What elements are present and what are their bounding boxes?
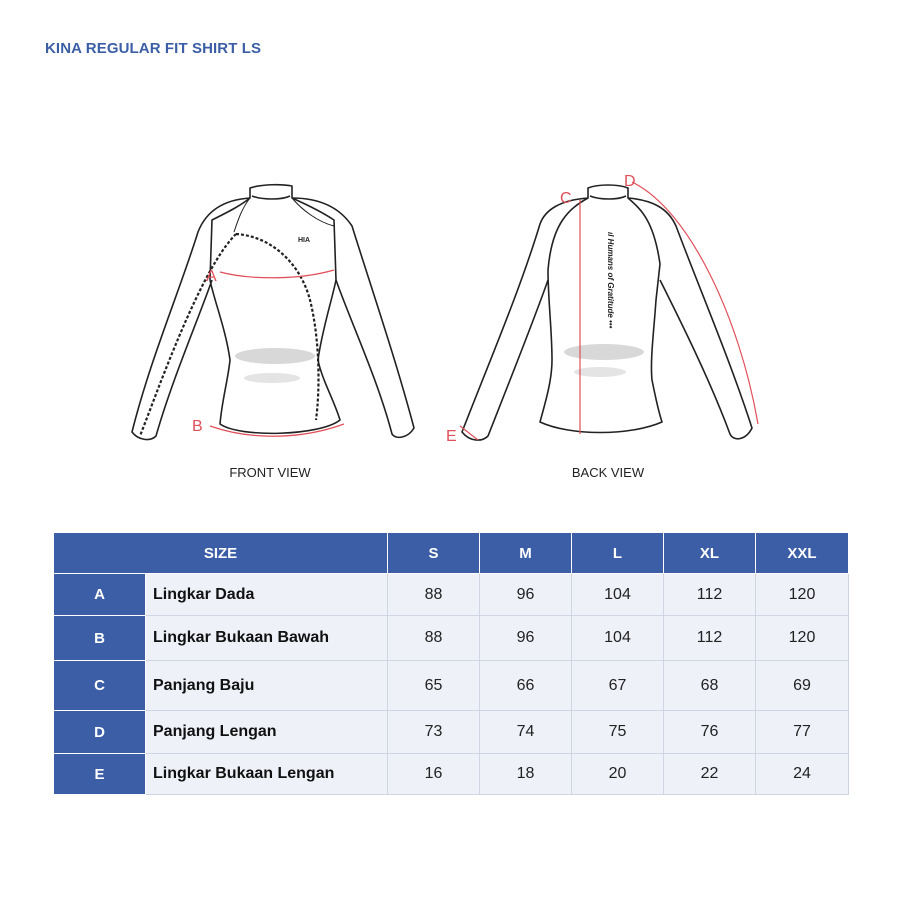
cell-value: 76 [664, 711, 756, 754]
header-s: S [388, 533, 480, 574]
cell-value: 24 [756, 754, 849, 795]
header-size: SIZE [54, 533, 388, 574]
front-view-label: FRONT VIEW [229, 465, 311, 480]
table-row [54, 754, 849, 795]
header-xxl: XXL [756, 533, 849, 574]
marker-e: E [446, 428, 457, 445]
cell-value: 88 [388, 574, 480, 616]
row-label: Panjang Baju [146, 661, 388, 711]
table-row [54, 616, 849, 661]
cell-value: 65 [388, 661, 480, 711]
table-header-row [54, 533, 849, 574]
cell-value: 104 [572, 616, 664, 661]
table-row [54, 574, 849, 616]
cell-value: 120 [756, 574, 849, 616]
cell-value: 112 [664, 616, 756, 661]
marker-d: D [624, 173, 636, 190]
cell-value: 22 [664, 754, 756, 795]
row-label: Lingkar Bukaan Lengan [146, 754, 388, 795]
marker-b: B [192, 418, 203, 435]
cell-value: 120 [756, 616, 849, 661]
page-title: KINA REGULAR FIT SHIRT LS [45, 40, 262, 57]
cell-value: 96 [480, 574, 572, 616]
header-m: M [480, 533, 572, 574]
table-row [54, 711, 849, 754]
marker-a: A [206, 268, 217, 285]
cell-value: 74 [480, 711, 572, 754]
table-row [54, 661, 849, 711]
cell-value: 69 [756, 661, 849, 711]
marker-c: C [560, 190, 572, 207]
cell-value: 68 [664, 661, 756, 711]
cell-value: 67 [572, 661, 664, 711]
cell-value: 18 [480, 754, 572, 795]
cell-value: 104 [572, 574, 664, 616]
row-code: E [54, 754, 146, 795]
header-l: L [572, 533, 664, 574]
cell-value: 20 [572, 754, 664, 795]
cell-value: 96 [480, 616, 572, 661]
front-logo: HIA [298, 237, 311, 244]
back-print: ıl Humans of Gratitude ••• [606, 232, 615, 329]
cell-value: 112 [664, 574, 756, 616]
cell-value: 16 [388, 754, 480, 795]
cell-value: 88 [388, 616, 480, 661]
row-code: B [54, 616, 146, 661]
row-label: Lingkar Dada [146, 574, 388, 616]
back-view-label: BACK VIEW [571, 465, 645, 480]
row-code: D [54, 711, 146, 754]
cell-value: 73 [388, 711, 480, 754]
row-code: C [54, 661, 146, 711]
cell-value: 66 [480, 661, 572, 711]
row-label: Panjang Lengan [146, 711, 388, 754]
size-chart-table [53, 532, 849, 795]
row-label: Lingkar Bukaan Bawah [146, 616, 388, 661]
row-code: A [54, 574, 146, 616]
cell-value: 77 [756, 711, 849, 754]
header-xl: XL [664, 533, 756, 574]
garment-drawings [0, 150, 900, 490]
front-view-drawing [132, 185, 414, 440]
cell-value: 75 [572, 711, 664, 754]
